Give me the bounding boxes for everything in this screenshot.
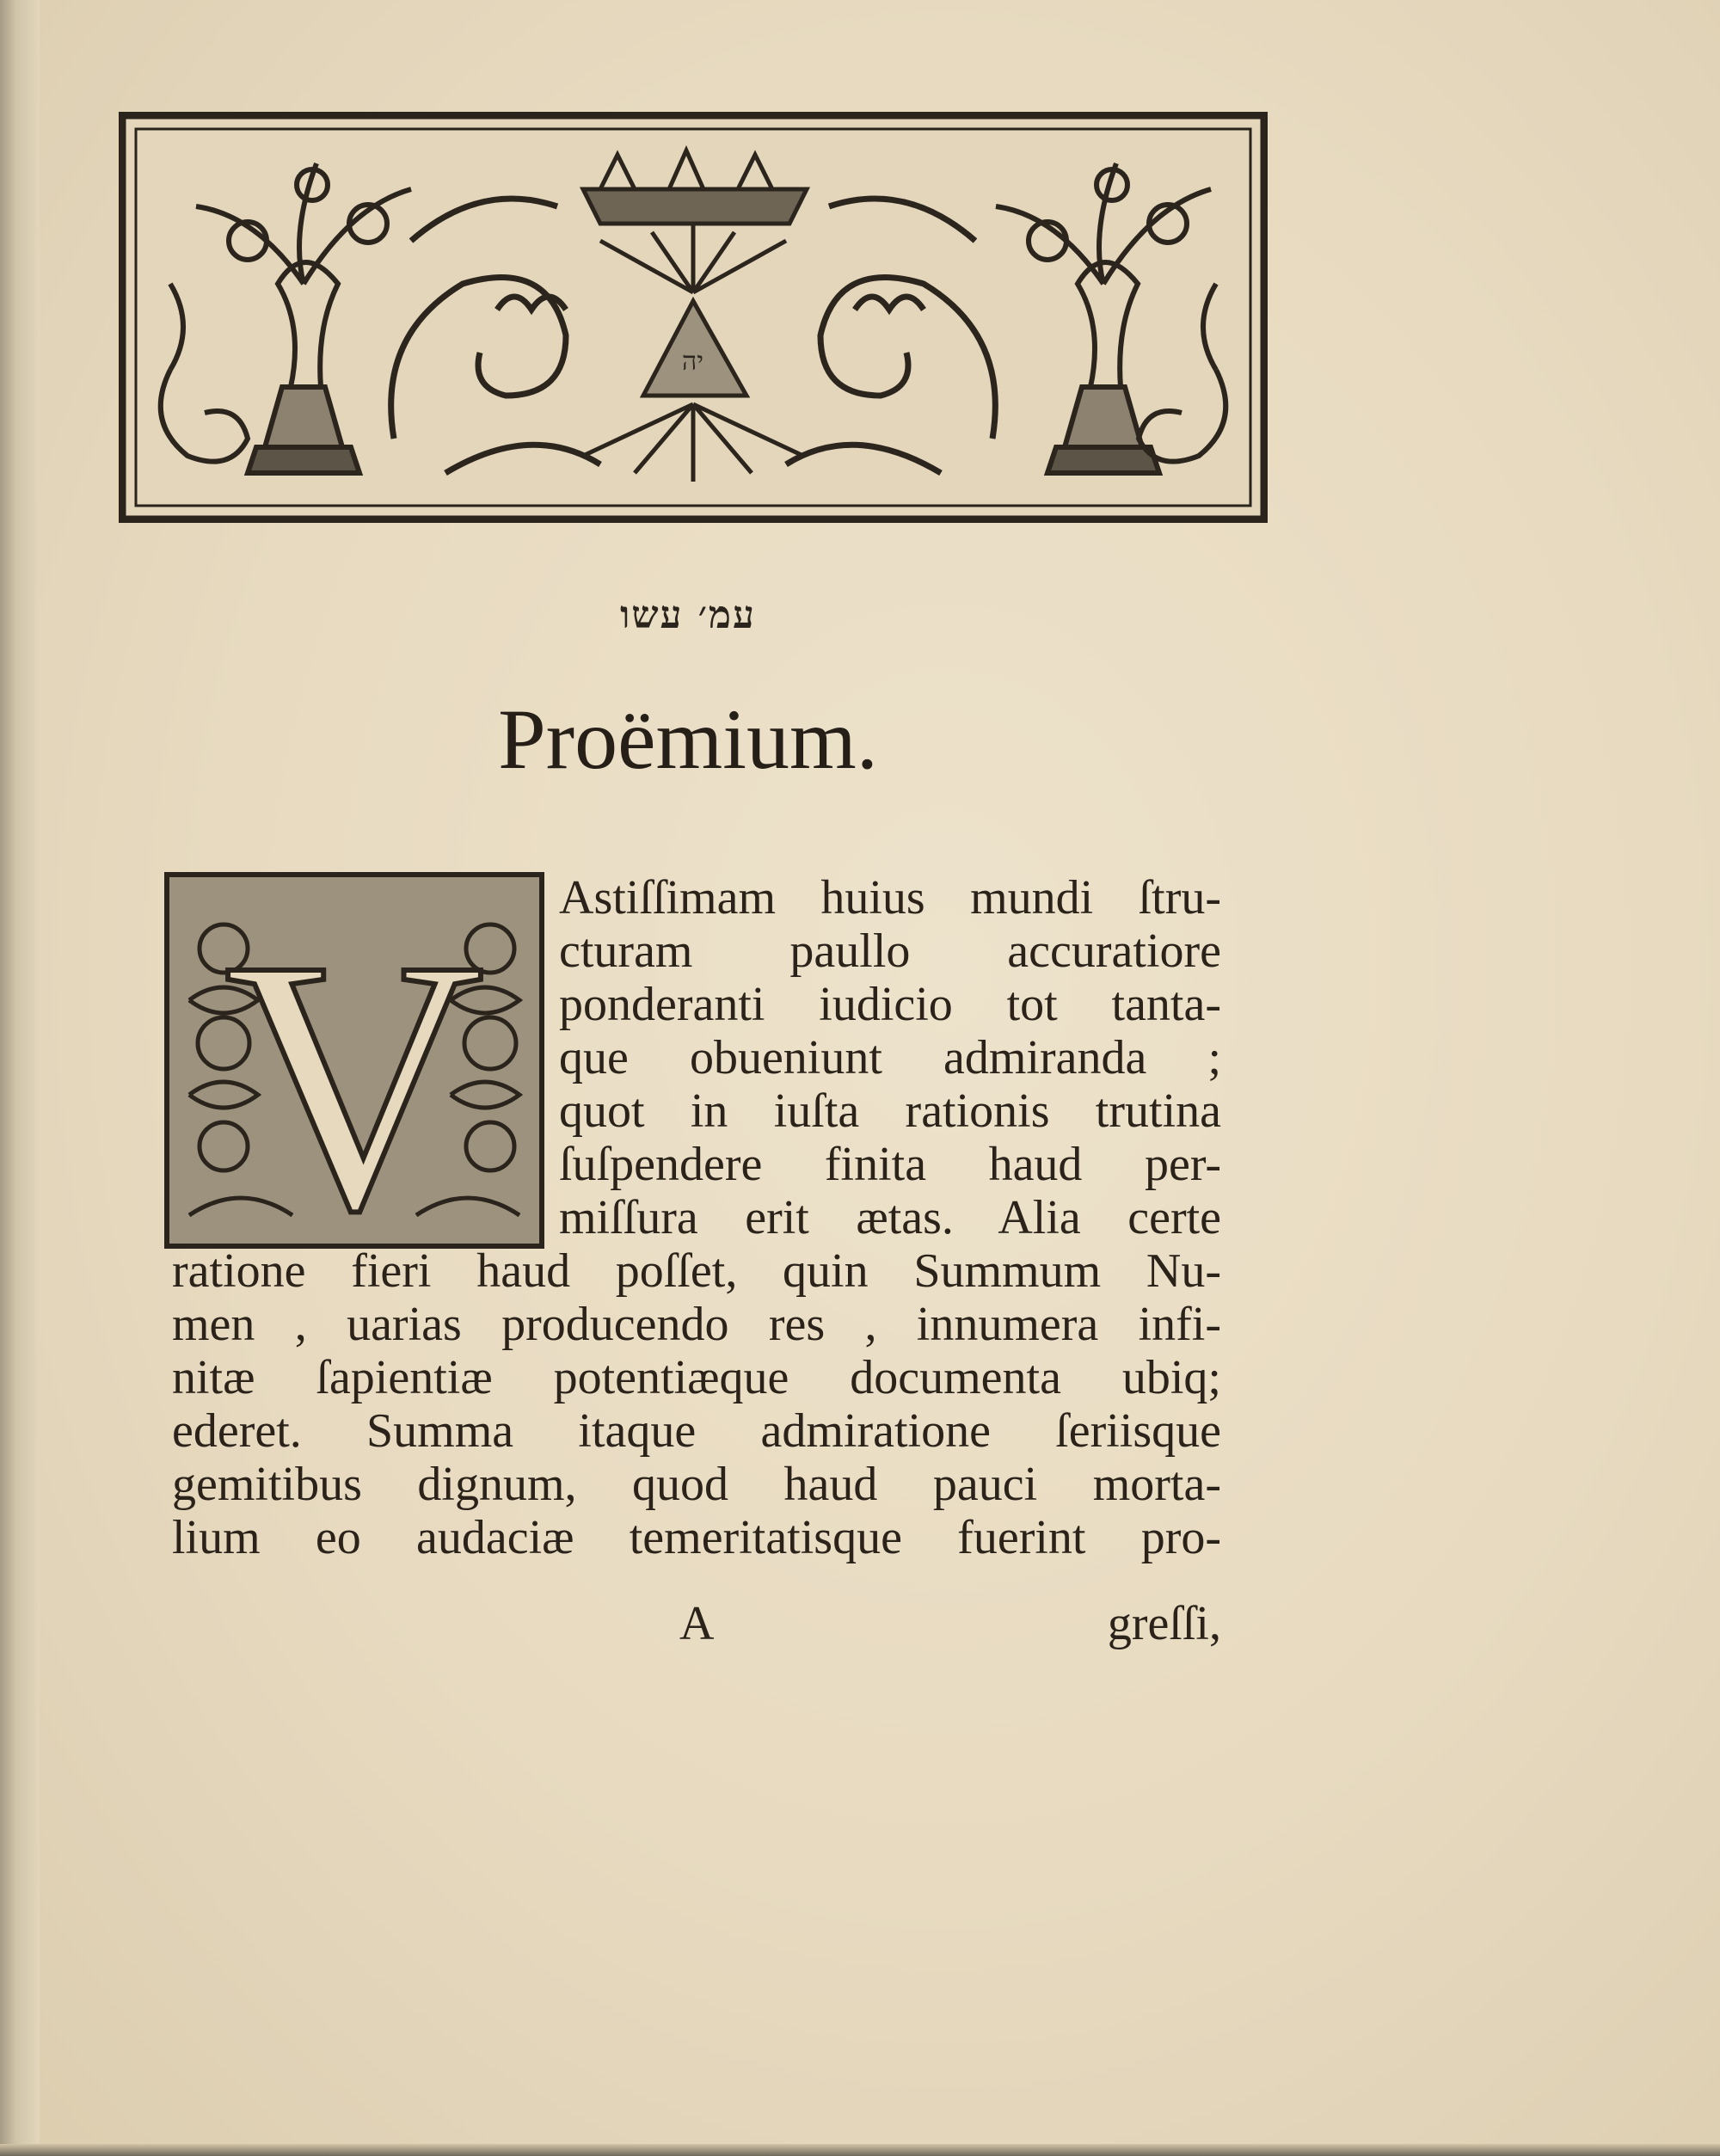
text-line: ponderanti iudicio tot tanta- bbox=[559, 978, 1221, 1031]
decorated-initial-letter bbox=[163, 871, 545, 1250]
text-line: quot in iuſta rationis trutina bbox=[559, 1084, 1221, 1138]
text-line: ederet. Summa itaque admiratione ſeriisque bbox=[172, 1404, 1221, 1458]
text-line: Astiſſimam huius mundi ſtru- bbox=[559, 871, 1221, 924]
text-line: ſuſpendere finita haud per- bbox=[559, 1138, 1221, 1191]
text-line: ratione fieri haud poſſet, quin Summum Nu- bbox=[172, 1244, 1221, 1298]
text-line: men , uarias producendo res , innumera infi- bbox=[172, 1298, 1221, 1351]
text-line: cturam paullo accuratiore bbox=[559, 924, 1221, 978]
catchword: greſſi, bbox=[1107, 1597, 1221, 1650]
text-line: miſſura erit ætas. Alia certe bbox=[559, 1191, 1221, 1244]
text-line: lium eo audaciæ temeritatisque fuerint pro- bbox=[172, 1511, 1221, 1564]
svg-text:יה: יה bbox=[682, 347, 704, 377]
text-line: gemitibus dignum, quod haud pauci morta- bbox=[172, 1458, 1221, 1511]
signature-mark: A bbox=[679, 1597, 715, 1650]
text-line: que obueniunt admiranda ; bbox=[559, 1031, 1221, 1084]
text-line: nitæ ſapientiæ potentiæque documenta ubiq; bbox=[172, 1351, 1221, 1404]
page-gutter bbox=[0, 0, 40, 2156]
initial-letter-glyph: V bbox=[224, 885, 485, 1250]
page-bottom-edge bbox=[0, 2144, 1720, 2156]
running-head: עמ׳ עשו bbox=[620, 593, 756, 637]
page-title: Proëmium. bbox=[498, 691, 878, 787]
woodcut-headpiece-ornament bbox=[119, 112, 1268, 523]
